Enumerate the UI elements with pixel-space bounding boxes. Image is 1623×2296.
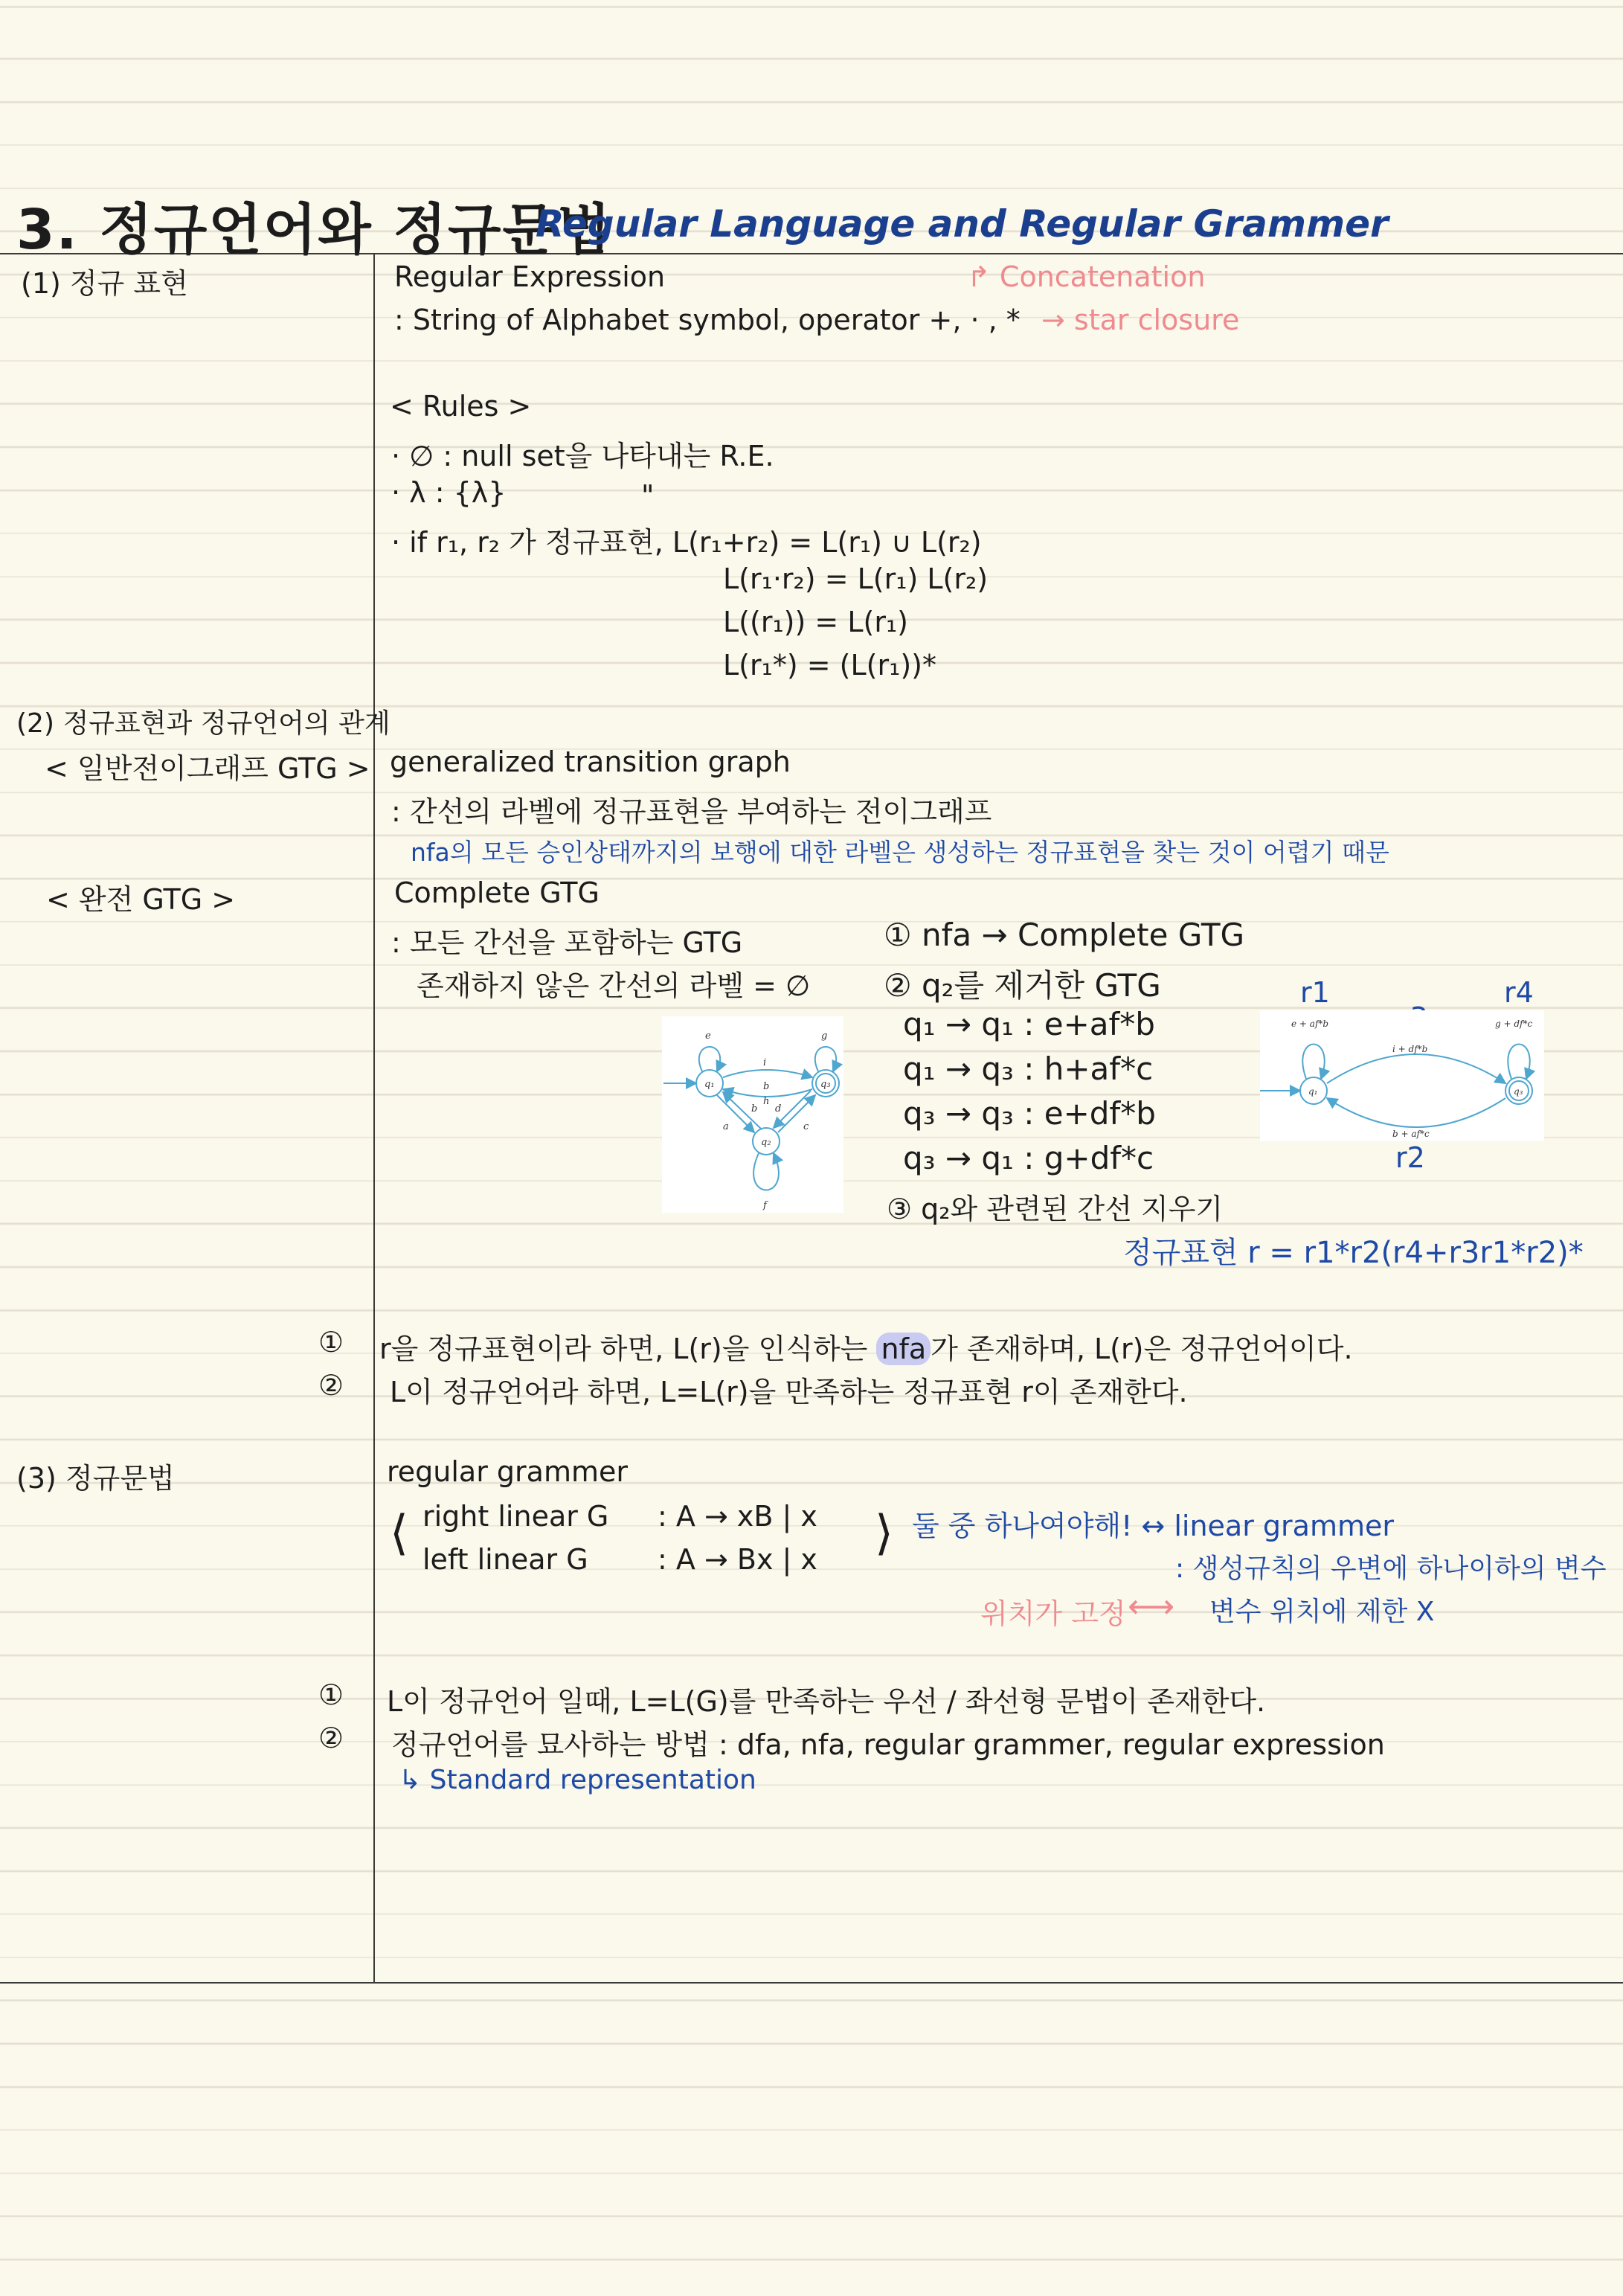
s3-fact1: L이 정규언어 일때, L=L(G)를 만족하는 우선 / 좌선형 문법이 존재한다. bbox=[387, 1685, 1266, 1718]
state-q3-b: q₃ bbox=[1514, 1086, 1523, 1097]
gtg-note: nfa의 모든 승인상태까지의 보행에 대한 라벨은 생성하는 정규표현을 찾는 것이 어렵기 때문 bbox=[411, 838, 1389, 867]
state-q2: q₂ bbox=[761, 1137, 771, 1148]
label-g: g bbox=[821, 1030, 828, 1042]
re-definition: : String of Alphabet symbol, operator +, · , * bbox=[394, 304, 1021, 336]
rule-union: · if r₁, r₂ 가 정규표현, L(r₁+r₂) = L(r₁) ∪ L(r₂) bbox=[391, 526, 982, 559]
rule-concat: L(r₁·r₂) = L(r₁) L(r₂) bbox=[723, 562, 989, 595]
label-i: i bbox=[763, 1057, 767, 1068]
gtg-definition: : 간선의 라벨에 정규표현을 부여하는 전이그래프 bbox=[391, 795, 992, 828]
standard-representation: ↳ Standard representation bbox=[399, 1765, 756, 1795]
complete-gtg-def1: : 모든 간선을 포함하는 GTG bbox=[391, 926, 743, 959]
s3-fact2: 정규언어를 묘사하는 방법 : dfa, nfa, regular grammer, regular expression bbox=[391, 1728, 1385, 1761]
rule-star: L(r₁*) = (L(r₁))* bbox=[723, 649, 937, 682]
s3-fact1-num: ① bbox=[318, 1678, 344, 1711]
label-a: a bbox=[723, 1121, 729, 1132]
gtg-name: generalized transition graph bbox=[390, 745, 791, 778]
rules-title: < Rules > bbox=[390, 390, 532, 423]
step-3: ③ q₂와 관련된 간선 지우기 bbox=[887, 1193, 1224, 1225]
label-e: e bbox=[705, 1030, 711, 1042]
fixed-arrow: ⟷ bbox=[1128, 1588, 1175, 1626]
transition-4: q₃ → q₁ : g+df*c bbox=[903, 1140, 1154, 1176]
section2-heading: (2) 정규표현과 정규언어의 관계 bbox=[16, 708, 391, 739]
nfa-figure bbox=[662, 1016, 843, 1213]
step-1: ① nfa → Complete GTG bbox=[884, 917, 1245, 953]
label-h: h bbox=[763, 1096, 770, 1107]
label-c: c bbox=[803, 1121, 809, 1132]
gtg-figure bbox=[1260, 1010, 1544, 1141]
right-linear-rule: : A → xB | x bbox=[658, 1500, 817, 1533]
label-b: b bbox=[751, 1103, 758, 1115]
regex-result: 정규표현 r = r1*r2(r4+r3r1*r2)* bbox=[1123, 1236, 1584, 1270]
page-title: 3. 정규언어와 정규문법 bbox=[16, 198, 612, 262]
left-bracket: ⟨ bbox=[390, 1506, 408, 1561]
left-linear-label: left linear G bbox=[422, 1543, 588, 1576]
left-linear-rule: : A → Bx | x bbox=[658, 1543, 817, 1576]
s2-fact2: L이 정규언어라 하면, L=L(r)을 만족하는 정규표현 r이 존재한다. bbox=[390, 1376, 1188, 1408]
state-q3: q₃ bbox=[820, 1079, 831, 1090]
star-note: → star closure bbox=[1041, 304, 1240, 336]
s2-fact1 bbox=[379, 1326, 1353, 1367]
rule-ditto: " bbox=[641, 479, 655, 512]
complete-gtg-name: Complete GTG bbox=[394, 876, 600, 909]
label-d: d bbox=[775, 1103, 782, 1115]
restriction-note: 변수 위치에 제한 X bbox=[1209, 1597, 1435, 1627]
label-loop3: g + df*c bbox=[1495, 1019, 1533, 1029]
step-2: ② q₂를 제거한 GTG bbox=[884, 967, 1161, 1004]
label-loop1: e + af*b bbox=[1291, 1019, 1329, 1029]
section1-heading: (1) 정규 표현 bbox=[21, 267, 188, 300]
fixed-position: 위치가 고정 bbox=[980, 1597, 1126, 1630]
label-top: i + df*b bbox=[1392, 1044, 1428, 1054]
rule-lambda: · λ : {λ} bbox=[391, 476, 507, 509]
re-name: Regular Expression bbox=[394, 260, 666, 293]
s2-fact1-num: ① bbox=[318, 1326, 344, 1359]
transition-2: q₁ → q₃ : h+af*c bbox=[903, 1051, 1154, 1087]
r4-label: r4 bbox=[1504, 976, 1534, 1009]
one-of-note: 둘 중 하나여야해! ↔ linear grammer bbox=[912, 1510, 1394, 1542]
concat-note: ↱ Concatenation bbox=[967, 260, 1206, 293]
regular-grammer-name: regular grammer bbox=[387, 1455, 628, 1488]
right-linear-label: right linear G bbox=[422, 1500, 609, 1533]
label-b-top: b bbox=[763, 1081, 770, 1092]
section3-heading: (3) 정규문법 bbox=[16, 1462, 175, 1495]
transition-1: q₁ → q₁ : e+af*b bbox=[903, 1006, 1155, 1042]
linear-def: : 생성규칙의 우변에 하나이하의 변수 bbox=[1175, 1553, 1607, 1584]
s2-fact1-text: r을 정규표현이라 하면, L(r)을 인식하는 nfa 가 존재하며, L(r)은 정규언어이다. bbox=[379, 1333, 1353, 1365]
s3-fact2-num: ② bbox=[318, 1722, 344, 1754]
r2-label: r2 bbox=[1395, 1141, 1425, 1174]
gtg-graph bbox=[1260, 1010, 1544, 1141]
page-bottom-line bbox=[0, 1982, 1623, 1984]
state-q1: q₁ bbox=[704, 1079, 715, 1090]
label-f: f bbox=[763, 1200, 767, 1211]
margin-line bbox=[373, 253, 375, 1984]
nfa-highlight: nfa bbox=[876, 1333, 931, 1365]
state-q1-b: q₁ bbox=[1308, 1086, 1318, 1097]
gtg-subheading: < 일반전이그래프 GTG > bbox=[45, 752, 370, 785]
page-subtitle: Regular Language and Regular Grammer bbox=[536, 202, 1389, 246]
s2-fact2-num: ② bbox=[318, 1369, 344, 1402]
right-bracket: ⟩ bbox=[875, 1506, 893, 1561]
complete-gtg-def2: 존재하지 않은 간선의 라벨 = ∅ bbox=[417, 969, 811, 1002]
transition-3: q₃ → q₃ : e+df*b bbox=[903, 1095, 1156, 1132]
rule-null: · ∅ : null set을 나타내는 R.E. bbox=[391, 440, 774, 472]
r1-label: r1 bbox=[1300, 976, 1330, 1009]
rule-paren: L((r₁)) = L(r₁) bbox=[723, 606, 909, 638]
complete-gtg-subheading: < 완전 GTG > bbox=[46, 883, 236, 916]
label-bottom: b + af*c bbox=[1392, 1129, 1430, 1139]
nfa-graph bbox=[662, 1016, 843, 1213]
